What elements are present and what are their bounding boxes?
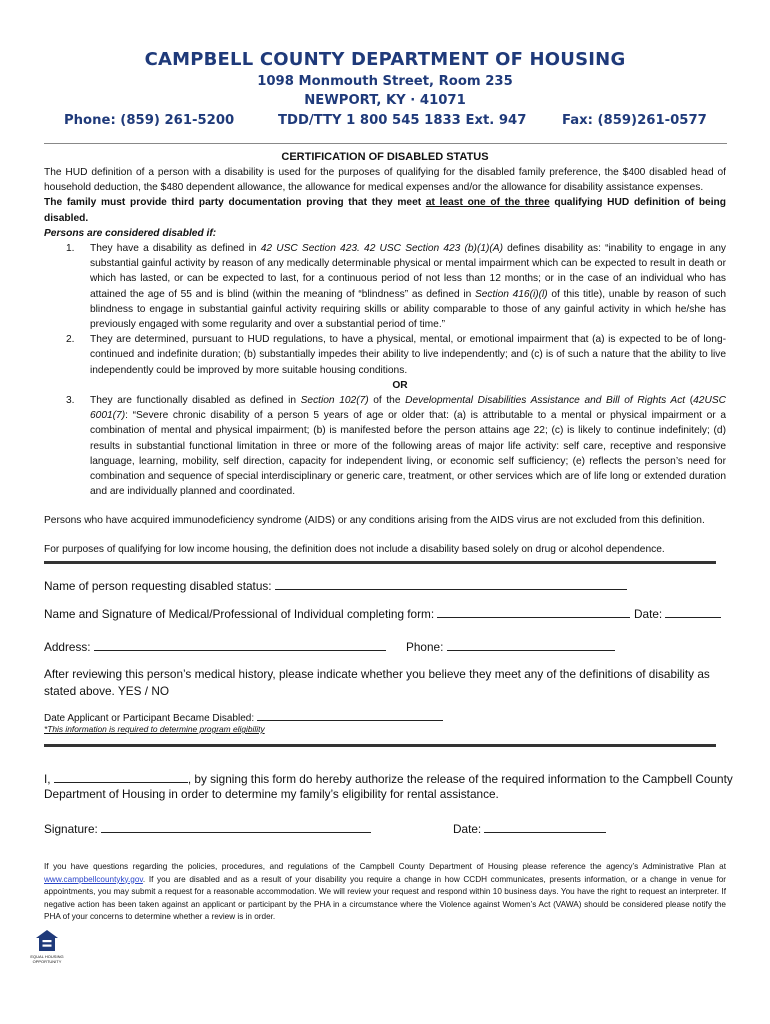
- medical-field-row: [44, 605, 630, 621]
- tdd-number: TDD/TTY 1 800 545 1833 Ext. 947: [278, 113, 527, 128]
- medical-date-input[interactable]: [665, 605, 721, 618]
- item3-citation-3: 42USC 6001(7): [90, 395, 726, 422]
- address-label: Address:: [44, 640, 91, 654]
- item3-text-1: They are functionally disabled as defined in: [90, 395, 301, 407]
- medical-date-row: [634, 605, 721, 621]
- authorization-line-1: [44, 770, 733, 786]
- auth-i-label: I,: [44, 772, 51, 786]
- medical-label: Name and Signature of Medical/Professional of Individual completing form:: [44, 607, 435, 621]
- review-question: After reviewing this person’s medical history, please indicate whether you believe they meet any of the definitions of disability as stated above. YES / NO: [44, 667, 710, 698]
- section-divider-1: [44, 561, 716, 564]
- required-note: *This information is required to determine program eligibility: [44, 724, 265, 734]
- third-party-text-b: qualifying HUD definition of being disabled.: [44, 197, 727, 224]
- footer-text-1: If you have questions regarding the policies, procedures, and regulations of the Campbell County Department of Housing please reference the agency’s Administrative Plan at: [44, 862, 726, 871]
- item1-text-1: They have a disability as defined in: [90, 243, 261, 255]
- intro-paragraph: The HUD definition of a person with a disability is used for the purposes of qualifying for the disabled family preference, the $400 disabled head of household deduction, the $480 dependent allowance, the allowance for medical expenses and/or the allowance for disability assistance expenses.: [44, 167, 726, 194]
- definition-item-3: [44, 393, 726, 499]
- item1-text-2: defines disability as: “inability to engage in any substantial gainful activity by reason of any medically determinable physical or mental impairment which can be expected to result in death or which has lasted, or can be expected to last, for a continuous period of not less than 12 months; or in the case of an individual who has attained the age of 55 and is blind (within the meaning of “blindness” as defined in: [90, 243, 727, 300]
- phone-number: Phone: (859) 261-5200: [64, 113, 235, 128]
- medical-date-label: Date:: [634, 607, 663, 621]
- name-label: Name of person requesting disabled status:: [44, 579, 272, 593]
- item-number: 3.: [66, 395, 75, 407]
- website-link[interactable]: www.campbellcountyky.gov: [44, 874, 143, 884]
- form-title: CERTIFICATION OF DISABLED STATUS: [281, 151, 489, 163]
- equal-housing-caption: EQUAL HOUSING OPPORTUNITY: [30, 954, 64, 964]
- item-number: 1.: [66, 243, 75, 255]
- item2-text: They are determined, pursuant to HUD regulations, to have a physical, mental, or emotional impairment that (a) is expected to be of long-continued and indefinite duration; (b) substantially impedes their ability to live independently; and (c) is of such a nature that the ability to live independently could be improved by more suitable housing conditions.: [90, 334, 726, 376]
- authorization-line-2: Department of Housing in order to determine my family’s eligibility for rental assistance.: [44, 787, 499, 801]
- drug-paragraph: For purposes of qualifying for low income housing, the definition does not include a disability based solely on drug or alcohol dependence.: [44, 543, 665, 555]
- header-divider: [44, 143, 727, 144]
- auth-text: , by signing this form do hereby authorize the release of the required information to the Campbell County: [187, 772, 733, 786]
- signature-date-label: Date:: [453, 822, 482, 836]
- item1-citation-2: Section 416(i)(l): [474, 288, 548, 300]
- address-line-1: 1098 Monmouth Street, Room 235: [257, 74, 513, 89]
- phone-input[interactable]: [447, 638, 615, 651]
- phone-label: Phone:: [406, 640, 444, 654]
- disabled-date-input[interactable]: [257, 710, 443, 721]
- signature-input[interactable]: [101, 820, 371, 833]
- auth-name-input[interactable]: [54, 770, 188, 783]
- definition-body: [44, 165, 726, 557]
- phone-field-row: [406, 638, 615, 654]
- section-divider-2: [44, 744, 716, 747]
- address-field-row: [44, 638, 386, 654]
- definition-item-2: [44, 332, 726, 378]
- footer-text-2: . If you are disabled and as a result of your disability you require a change in how CCDH communicates, presents information, or a change in venue for appointments, you may submit a request for a reasonable accommodation. We will review your request and respond within 10 business days. You have the right to request an interpreter. If negative action has been taken against an applicant or participant by the PHA in a circumstance where the Violence against Women’s Act (VAWA) should be considered please notify the PHA of your concerns to determine whether a review is in order.: [44, 874, 726, 922]
- or-separator: OR: [392, 379, 408, 391]
- disabled-date-row: [44, 710, 443, 724]
- item3-text-2: of the: [368, 395, 406, 407]
- item-number: 2.: [66, 334, 75, 346]
- disabled-date-label: Date Applicant or Participant Became Disabled:: [44, 713, 255, 724]
- signature-label: Signature:: [44, 822, 98, 836]
- item1-text-3: of this title), unable by reason of such blindness to engage in substantial gainful activity requiring skills or ability comparable to those of any gainful activity in which he/she has previously engaged with some regularity and over a substantial period of time.”: [90, 288, 726, 331]
- third-party-text-a: The family must provide third party documentation proving that they meet: [44, 197, 426, 209]
- item3-citation-1: Section 102(7): [300, 395, 369, 407]
- medical-signature-input[interactable]: [437, 605, 630, 618]
- name-input[interactable]: [275, 577, 627, 590]
- aids-paragraph: Persons who have acquired immunodeficiency syndrome (AIDS) or any conditions arising from the AIDS virus are not excluded from this definition.: [44, 515, 705, 527]
- name-field-row: [44, 577, 627, 593]
- item3-text-4: : “Severe chronic disability of a person 5 years of age or older that: (a) is attributable to a mental or physical impairment or a combination of mental and physical impairment; (b) is manifested before the person attains age 22; (c) is likely to continue indefinitely; (d) results in substantial functional limitation in three or more of the following areas of major life activity: self care, receptive and responsive language, learning, mobility, self direction, capacity for independent living, or economic self sufficiency; (e) reflects the person’s need for combination and sequence of special interdisciplinary or generic care, treatment, or other services which are of life long or extended duration and are individually planned and coordinated.: [90, 410, 726, 498]
- org-name: CAMPBELL COUNTY DEPARTMENT OF HOUSING: [144, 49, 626, 70]
- address-input[interactable]: [94, 638, 386, 651]
- item3-text-3: (: [685, 395, 694, 407]
- address-line-2: NEWPORT, KY · 41071: [304, 93, 466, 108]
- signature-date-row: [453, 820, 606, 836]
- definition-item-1: [44, 241, 726, 332]
- considered-heading: Persons are considered disabled if:: [44, 227, 217, 239]
- fax-number: Fax: (859)261-0577: [562, 113, 707, 128]
- third-party-requirement: [44, 195, 726, 225]
- third-party-underlined: at least one of the three: [425, 197, 550, 209]
- signature-row: [44, 820, 371, 836]
- item1-citation-1: 42 USC Section 423. 42 USC Section 423 (b)(1)(A): [260, 243, 503, 255]
- equal-housing-icon: [34, 928, 60, 954]
- item3-citation-2: Developmental Disabilities Assistance and Bill of Rights Act: [405, 395, 686, 407]
- footer-notice: [44, 861, 726, 924]
- signature-date-input[interactable]: [484, 820, 606, 833]
